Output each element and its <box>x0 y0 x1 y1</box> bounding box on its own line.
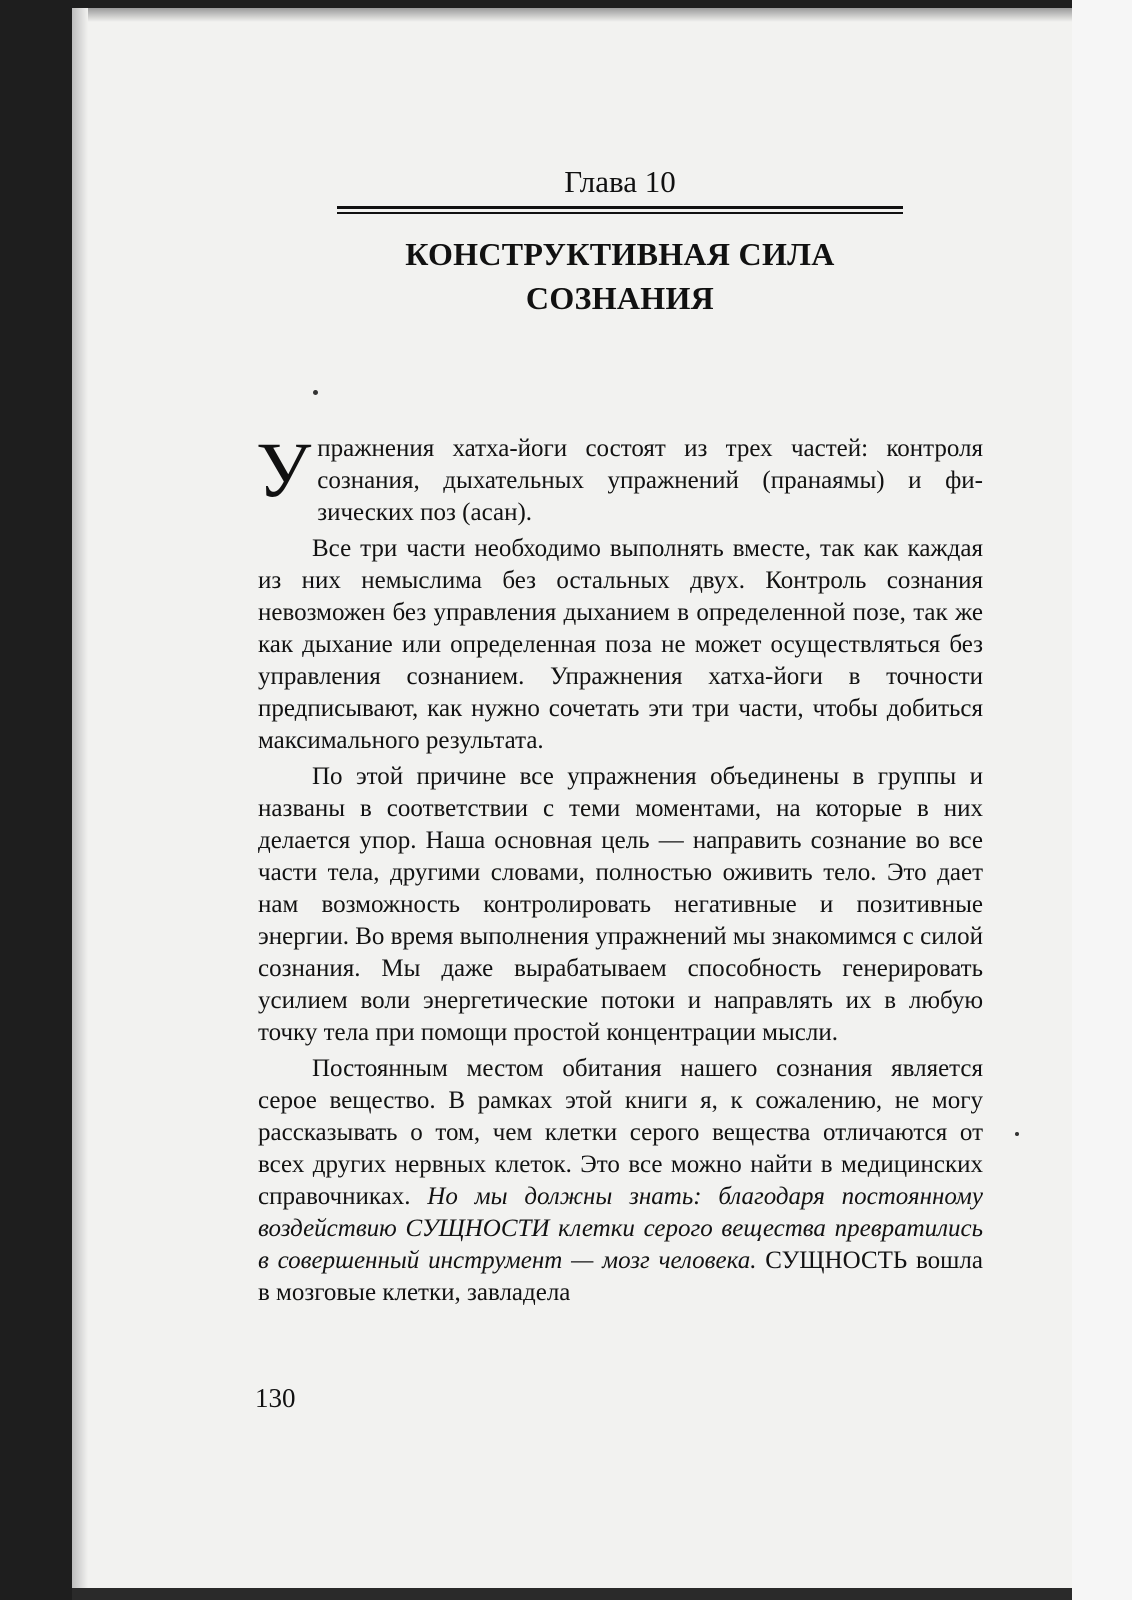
chapter-title-line-2: СОЗНАНИЯ <box>525 280 715 316</box>
paragraph-1-text: пражнения хатха-йоги состоят из трех частей: контроля сознания, дыхательных упражнений (пранаямы) и физических поз (асан). <box>317 435 983 526</box>
paragraph-1 <box>256 426 983 529</box>
paragraph-2: Все три части необходимо выполнять вместе, так как каждая из них немыслима без остальных двух. Контроль сознания невозможен без управления дыханием в определенной позе, так же как дыхание или определенная поза не может осуществляться без управления сознанием. Упражнения хатха-йоги в точности предписывают, как нужно сочетать эти три части, чтобы добиться максимального результата. <box>258 535 983 754</box>
print-speck <box>313 390 318 395</box>
chapter-rule-thick <box>337 206 903 209</box>
scanner-margin-right <box>1072 0 1132 1600</box>
scanner-margin-bottom <box>72 1588 1072 1600</box>
chapter-rule-thin <box>337 212 903 214</box>
page-number: 130 <box>255 1383 296 1413</box>
chapter-label: Глава 10 <box>564 164 676 199</box>
paragraph-4-italic: Но мы должны знать: благодаря постоянному воздействию СУЩНОСТИ клетки серого вещества превратились в совершенный инструмент — мозг человека. <box>258 1183 983 1274</box>
paragraph-4 <box>258 1053 983 1309</box>
page-shadow-left <box>72 8 88 1593</box>
page-shadow-top <box>72 8 1072 22</box>
paragraph-4-text: Постоянным местом обитания нашего сознания является серое вещество. В рамках этой книги я, к сожалению, не могу рассказывать о том, чем клетки серого вещества отличаются от всех других нервных клеток. Это все можно найти в медицинских справочниках. <box>258 1055 983 1210</box>
paragraph-4-end: СУЩНОСТЬ вошла в мозговые клетки, завладела <box>258 1247 984 1306</box>
paragraph-3: По этой причине все упражнения объединены в группы и названы в соответствии с теми моментами, на которые в них делается упор. Наша основная цель — направить сознание во все части тела, другими словами, полностью оживить тело. Это дает нам возможность контролировать негативные и позитивные энергии. Во время выполнения упражнений мы знакомимся с силой сознания. Мы даже вырабатываем способность генерировать усилием воли энергетические потоки и направлять их в любую точку тела при помощи простой концентрации мысли. <box>258 763 983 1046</box>
drop-cap: У <box>256 426 312 513</box>
chapter-title-line-1: КОНСТРУКТИВНАЯ СИЛА <box>405 236 835 272</box>
print-speck <box>1015 1132 1019 1136</box>
body-text <box>256 426 984 1313</box>
